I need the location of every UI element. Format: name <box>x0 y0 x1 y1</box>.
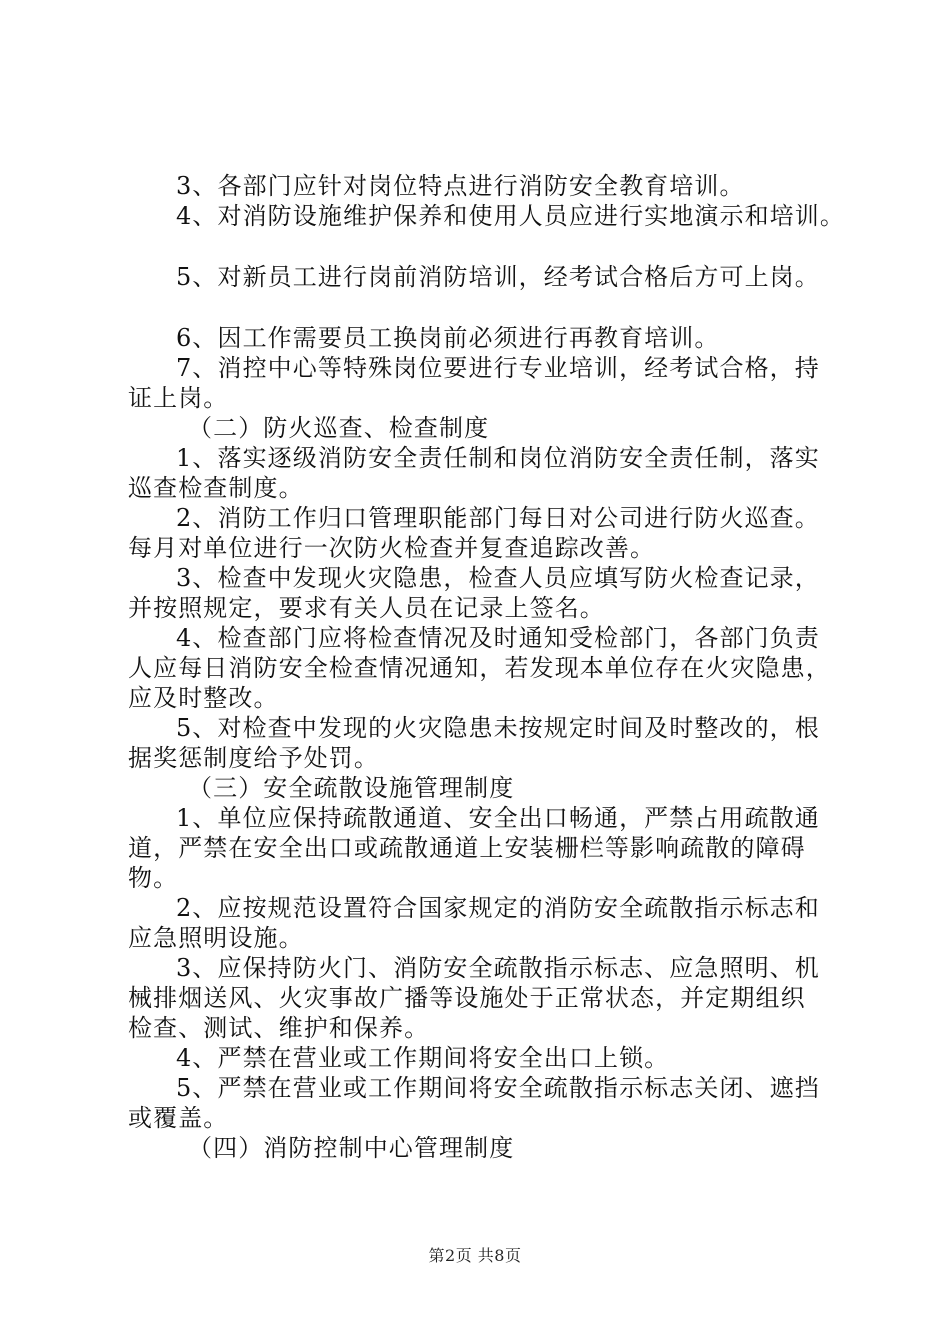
document-body <box>128 171 845 1163</box>
text-line: 5、严禁在营业或工作期间将安全疏散指示标志关闭、遮挡 <box>176 1074 820 1102</box>
text-line: 1、落实逐级消防安全责任制和岗位消防安全责任制，落实 <box>176 444 820 472</box>
section-heading: （二）防火巡查、检查制度 <box>188 414 490 442</box>
text-line: 证上岗。 <box>128 384 229 412</box>
text-line: 检查、测试、维护和保养。 <box>128 1014 430 1042</box>
text-line: 械排烟送风、火灾事故广播等设施处于正常状态，并定期组织 <box>128 984 806 1012</box>
text-line: 人应每日消防安全检查情况通知，若发现本单位存在火灾隐患， <box>128 654 831 682</box>
text-line: 3、应保持防火门、消防安全疏散指示标志、应急照明、机 <box>176 954 820 982</box>
section-heading: （三）安全疏散设施管理制度 <box>188 774 515 802</box>
text-line: 每月对单位进行一次防火检查并复查追踪改善。 <box>128 534 656 562</box>
text-line: 2、应按规范设置符合国家规定的消防安全疏散指示标志和 <box>176 894 820 922</box>
text-line: 4、对消防设施维护保养和使用人员应进行实地演示和培训。 <box>176 202 845 230</box>
text-line: 应急照明设施。 <box>128 924 304 952</box>
section-heading: （四）消防控制中心管理制度 <box>188 1134 515 1162</box>
text-line: 并按照规定，要求有关人员在记录上签名。 <box>128 594 605 622</box>
text-line: 巡查检查制度。 <box>128 474 304 502</box>
page-footer: 第2页 共8页 <box>428 1246 522 1265</box>
text-line: 4、检查部门应将检查情况及时通知受检部门，各部门负责 <box>176 624 820 652</box>
text-line: 物。 <box>128 864 179 892</box>
text-line: 4、严禁在营业或工作期间将安全出口上锁。 <box>176 1044 670 1072</box>
text-line: 3、各部门应针对岗位特点进行消防安全教育培训。 <box>176 172 745 200</box>
text-line: 2、消防工作归口管理职能部门每日对公司进行防火巡查。 <box>176 504 820 532</box>
text-line: 6、因工作需要员工换岗前必须进行再教育培训。 <box>176 324 720 352</box>
text-line: 或覆盖。 <box>128 1104 229 1132</box>
text-line: 5、对新员工进行岗前消防培训，经考试合格后方可上岗。 <box>176 263 820 291</box>
text-line: 5、对检查中发现的火灾隐患未按规定时间及时整改的，根 <box>176 714 820 742</box>
text-line: 据奖惩制度给予处罚。 <box>128 744 379 772</box>
text-line: 3、检查中发现火灾隐患，检查人员应填写防火检查记录， <box>176 564 820 592</box>
text-line: 道，严禁在安全出口或疏散通道上安装栅栏等影响疏散的障碍 <box>128 834 806 862</box>
text-line: 1、单位应保持疏散通道、安全出口畅通，严禁占用疏散通 <box>176 804 820 832</box>
text-line: 应及时整改。 <box>128 684 279 712</box>
text-line: 7、消控中心等特殊岗位要进行专业培训，经考试合格，持 <box>176 354 820 382</box>
